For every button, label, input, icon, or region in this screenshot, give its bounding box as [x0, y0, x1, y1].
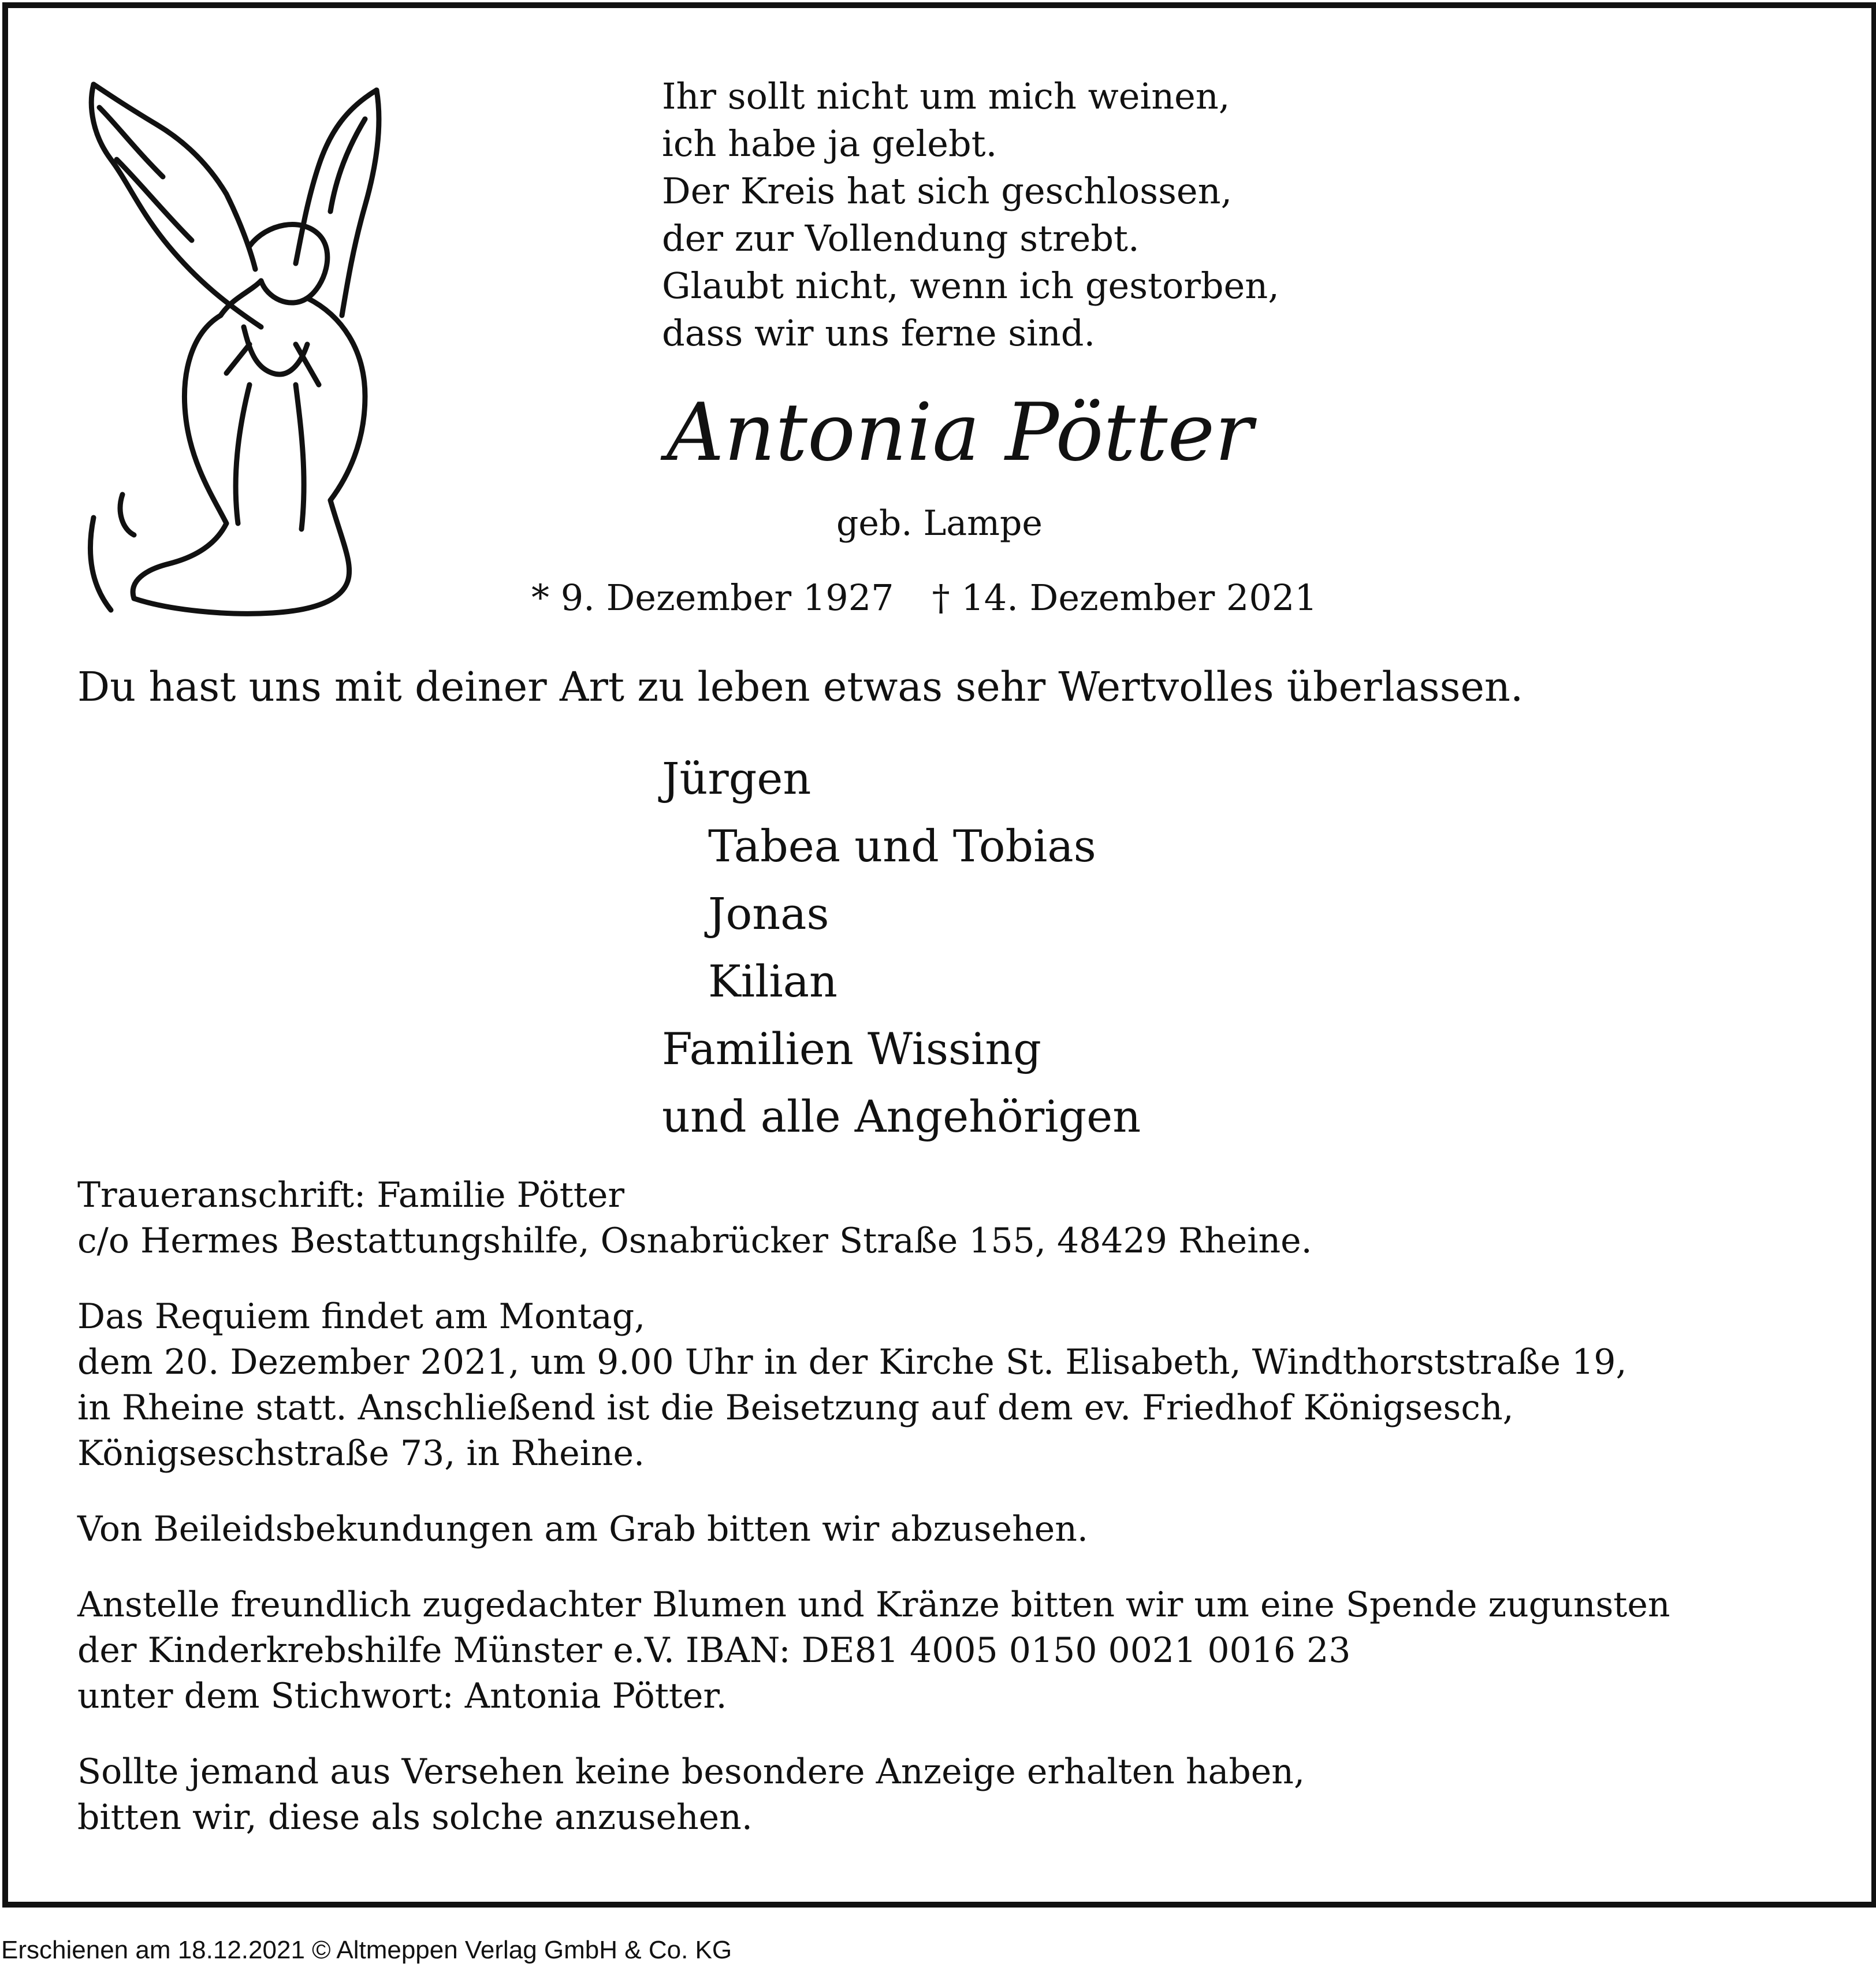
requiem-line: in Rheine statt. Anschließend ist die Beisetzung auf dem ev. Friedhof Königsesch, — [77, 1388, 1514, 1428]
poem-line: ich habe ja gelebt. — [662, 122, 997, 165]
mourner: Jonas — [708, 888, 829, 939]
poem-line: Glaubt nicht, wenn ich gestorben, — [662, 265, 1279, 307]
birth-name: geb. Lampe — [836, 503, 1043, 544]
notice-line: Sollte jemand aus Versehen keine besondere Anzeige erhalten haben, — [77, 1752, 1305, 1792]
notice-frame — [2, 2, 1876, 1908]
notice-details — [77, 1173, 1670, 1871]
donation-line: der Kinderkrebshilfe Münster e.V. IBAN: DE81 4005 0150 0021 0016 23 — [77, 1630, 1351, 1671]
angel-drawing-icon — [76, 73, 400, 639]
address-line: Traueranschrift: Familie Pötter — [77, 1175, 625, 1215]
notice-line: bitten wir, diese als solche anzusehen. — [77, 1797, 753, 1838]
donation-line: Anstelle freundlich zugedachter Blumen und Kränze bitten wir um eine Spende zugunsten — [77, 1585, 1670, 1625]
mourning-address — [77, 1173, 1670, 1264]
poem-line: der zur Vollendung strebt. — [662, 217, 1140, 259]
mourner: Kilian — [708, 955, 838, 1007]
poem-line: Ihr sollt nicht um mich weinen, — [662, 75, 1230, 117]
poem-line: Der Kreis hat sich geschlossen, — [662, 170, 1233, 212]
requiem-line: Königseschstraße 73, in Rheine. — [77, 1433, 645, 1474]
requiem-line: dem 20. Dezember 2021, um 9.00 Uhr in der Kirche St. Elisabeth, Windthorststraße 19, — [77, 1342, 1627, 1382]
condolences-note — [77, 1507, 1670, 1552]
condolences-line: Von Beileidsbekundungen am Grab bitten wir abzusehen. — [77, 1509, 1088, 1549]
notice-remark — [77, 1749, 1670, 1841]
death-date: † 14. Dezember 2021 — [932, 577, 1317, 619]
requiem-line: Das Requiem findet am Montag, — [77, 1296, 646, 1337]
mourner: Jürgen — [662, 753, 812, 804]
memorial-quote: Du hast uns mit deiner Art zu leben etwas sehr Wertvolles überlassen. — [77, 663, 1524, 711]
mourners-list — [662, 745, 1141, 1150]
life-dates — [531, 574, 1317, 622]
poem — [662, 73, 1279, 357]
requiem-info — [77, 1294, 1670, 1477]
publication-footer: Erschienen am 18.12.2021 © Altmeppen Verlag GmbH & Co. KG — [1, 1936, 732, 1964]
poem-line: dass wir uns ferne sind. — [662, 312, 1096, 354]
mourner: Familien Wissing — [662, 1023, 1041, 1074]
donation-info — [77, 1582, 1670, 1719]
address-line: c/o Hermes Bestattungshilfe, Osnabrücker Straße 155, 48429 Rheine. — [77, 1221, 1312, 1261]
deceased-name: Antonia Pötter — [667, 386, 1253, 479]
donation-line: unter dem Stichwort: Antonia Pötter. — [77, 1676, 727, 1716]
birth-date: * 9. Dezember 1927 — [531, 577, 894, 619]
mourner: und alle Angehörigen — [662, 1091, 1141, 1142]
mourner: Tabea und Tobias — [708, 820, 1096, 872]
